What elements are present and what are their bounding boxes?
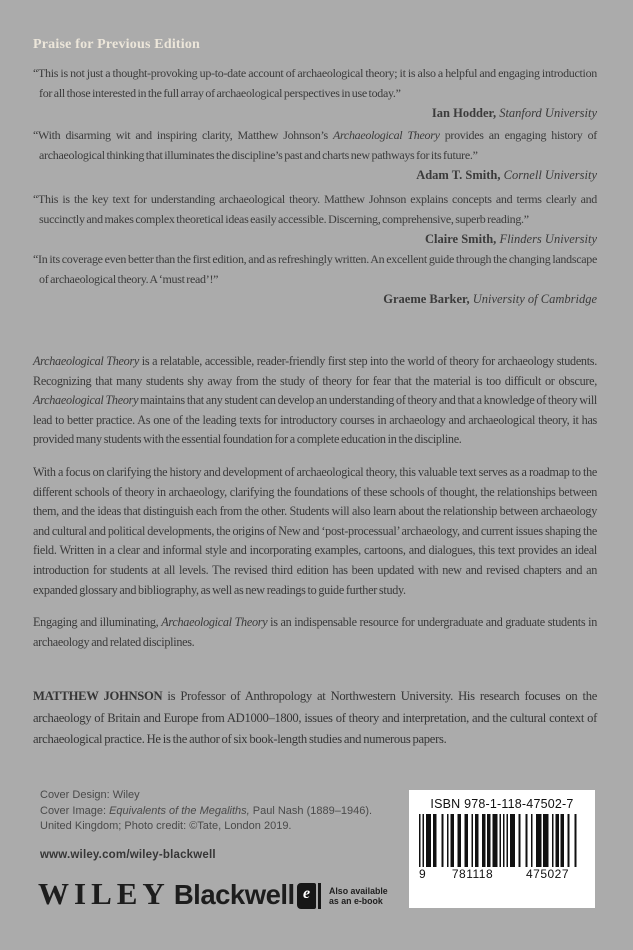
reviewer-name: Ian Hodder, [431,106,497,120]
reviewer-name: Claire Smith, [425,232,497,246]
cover-credits [40,788,400,835]
ebook-icon-spine [318,883,321,909]
quote-text: “In its coverage even better than the first edition, and as refreshingly written. An excellent guide through the changing landscape of archaeological theory. A ‘must read’!” [33,252,597,286]
reviewer-name: Adam T. Smith, [416,168,501,182]
quote-attribution [33,105,597,122]
quote-text: “With disarming wit and inspiring clarity, Matthew Johnson’s Archaeological Theory provides an engaging history of archaeological thinking that illuminates the discipline’s past and charts new pathways for its future.” [33,128,597,162]
reviewer-name: Graeme Barker, [383,292,470,306]
quote-text: “This is not just a thought-provoking up-to-date account of archaeological theory; it is also a helpful and engaging introduction for all those interested in the full array of archaeological perspectives in use today.” [33,66,597,100]
quote-block-1 [33,64,597,122]
cover-image-credit: Cover Image: Equivalents of the Megaliths, Paul Nash (1889–1946). [40,804,373,817]
description-paragraph: Engaging and illuminating, Archaeological Theory is an indispensable resource for undergraduate and graduate students in archaeology and related disciplines. [33,615,597,649]
wiley-logo-text: WILEY [38,876,170,911]
blackwell-logo-text: Blackwell [173,879,295,910]
publisher-url: www.wiley.com/wiley-blackwell [40,849,216,861]
ebook-text [329,886,388,907]
reviewer-affiliation: Stanford University [499,106,597,120]
reviewer-affiliation: University of Cambridge [472,292,597,306]
praise-heading: Praise for Previous Edition [33,37,201,52]
book-description [33,352,597,665]
cover-design-credit: Cover Design: Wiley [40,789,140,801]
wiley-blackwell-logo [38,876,295,912]
isbn-label: ISBN 978-1-118-47502-7 [430,797,574,811]
ebook-icon-letter: e [302,885,311,902]
quote-text: “This is the key text for understanding archaeological theory. Matthew Johnson explains concepts and terms clearly and succinctly and makes complex theoretical ideas easily accessible. Discerning, comprehensive, superb reading.” [33,192,597,226]
barcode-digits [419,867,585,881]
barcode-digit-group: 475027 [510,867,585,881]
barcode-digit-group: 781118 [435,867,510,881]
description-paragraph: Archaeological Theory is a relatable, accessible, reader-friendly first step into the world of theory for archaeology students. Recognizing that many students shy away from the study of theory for fear that the material is too difficult or obscure, Archaeological Theory maintains that any student can develop an understanding of theory and that a knowledge of theory will lead to better practice. As one of the leading texts for introductory courses in archaeology and archaeological theory, it has provided many students with the essential foundation for a complete education in the discipline. [33,354,597,447]
ebook-text-line: Also available [329,885,388,896]
quote-block-2 [33,126,597,184]
quote-attribution [33,291,597,308]
reviewer-affiliation: Flinders University [499,232,597,246]
description-paragraph: With a focus on clarifying the history and development of archaeological theory, this valuable text serves as a roadmap to the different schools of theory in archaeology, clarifying the foundations of these schools of thought, the relationships between them, and the ideas that distinguish each from the other. Students will also learn about the relationship between archaeology and cultural and political developments, the origins of New and ‘post-processual’ archaeology, and current issues shaping the field. Written in a clear and informal style and incorporating examples, cartoons, and dialogues, this text provides an ideal introduction for students at all levels. The revised third edition has been updated with new and revised chapters and an expanded glossary and bibliography, as well as new readings to guide further study. [33,464,597,597]
quote-attribution [33,167,597,184]
reviewer-affiliation: Cornell University [503,168,597,182]
author-bio [33,686,597,751]
quote-attribution [33,231,597,248]
barcode-digit-group: 9 [419,867,435,881]
author-bio-text: MATTHEW JOHNSON is Professor of Anthropology at Northwestern University. His research focuses on the archaeology of Britain and Europe from AD1000–1800, issues of theory and interpretation, and the cultural context of archaeological practice. He is the author of six book-length studies and numerous papers. [33,689,597,746]
ebook-icon [297,883,316,909]
isbn-barcode [409,790,595,908]
ebook-text-line: as an e-book [329,896,383,906]
photo-credit: United Kingdom; Photo credit: ©Tate, London 2019. [40,820,292,832]
quote-block-4 [33,250,597,308]
quote-block-3 [33,190,597,248]
ebook-availability [297,883,388,909]
